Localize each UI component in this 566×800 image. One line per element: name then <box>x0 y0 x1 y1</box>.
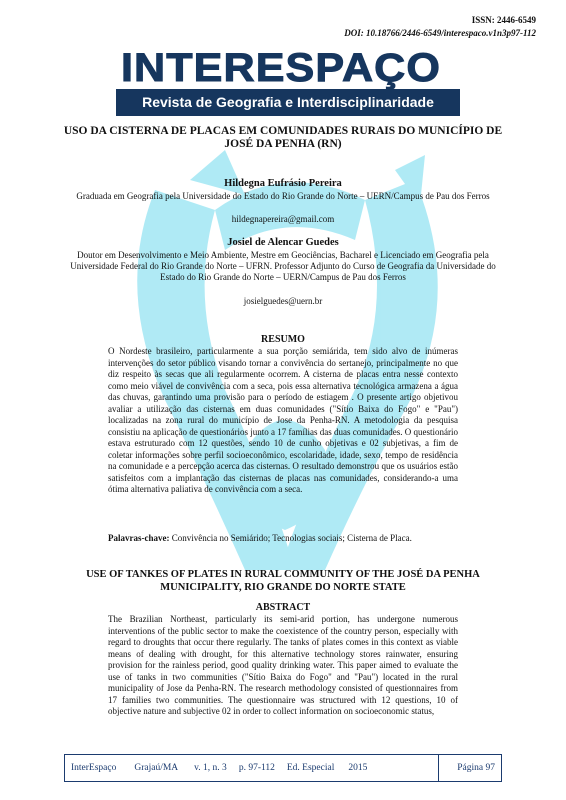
abstract-text: The Brazilian Northeast, particularly its semi-arid portion, has undergone numerous interventions of the public sector to make the coexistence of the country person, especially with regard to droughts that occur there regularly. The tanks of plates comes in this context as viable means of dealing with drought, for this alternative technology stores rainwater, ensuring provision for the rainless period, good quality drinking water. This paper aimed to evaluate the use of tanks in two communities ("Sítio Baixa do Fogo" and "Pau") located in the rural municipality of Jose da Penha-RN. The research methodology consisted of questionnaires from 17 families two communities. The questionnaire was structured with 12 questions, 10 of objective nature and subjective 02 in order to collect information on socioeconomic status, <box>108 614 458 716</box>
footer-page-number: Página 97 <box>438 755 495 781</box>
doi-label: DOI: 10.18766/2446-6549/interespaco.v1n3p97-112 <box>344 28 536 38</box>
author-2-affiliation: Doutor em Desenvolvimento e Meio Ambiente, Mestre em Geociências, Bacharel e Licenciado em Geografia pela Universidade Federal do Rio Grande do Norte – UFRN. Professor Adjunto do Curso de Geografia da Universidade do Estado do Rio Grande do Norte – UERN/Campus de Pau dos Ferros <box>70 250 496 282</box>
page-footer <box>64 754 502 782</box>
author-1-affiliation: Graduada em Geografia pela Universidade do Estado do Rio Grande do Norte – UERN/Campus de Pau dos Ferros <box>76 191 490 201</box>
journal-logo <box>116 43 446 89</box>
footer-edition: Ed. Especial <box>286 763 335 773</box>
article-title-en: USE OF TANKES OF PLATES IN RURAL COMMUNITY OF THE JOSÉ DA PENHA MUNICIPALITY, RIO GRANDE DO NORTE STATE <box>86 569 480 593</box>
footer-journal: InterEspaço <box>71 763 117 773</box>
article-title-pt: USO DA CISTERNA DE PLACAS EM COMUNIDADES RURAIS DO MUNICÍPIO DE JOSÉ DA PENHA (RN) <box>63 125 503 150</box>
footer-pages: p. 97-112 <box>238 763 275 773</box>
keywords-line <box>108 533 458 543</box>
resumo-heading: RESUMO <box>261 334 305 345</box>
resumo-text: O Nordeste brasileiro, particularmente a sua porção semiárida, tem sido alvo de inúmeras intervenções do setor público visando tornar a convivência do sertanejo, principalmente no que diz respeito às secas que ali regularmente ocorrem. A cisterna de placas entra nesse contexto como meio viável de convivência com a seca, pois essa alternativa tecnológica armazena a água das chuvas, garantindo uma provisão para o período de estiagem . O presente artigo objetivou avaliar a utilização das cisternas em duas comunidades ("Sítio Baixa do Fogo" e "Pau") localizadas na zona rural do município de Jose da Penha-RN. A metodologia da pesquisa consistiu na aplicação de questionários junto a 17 famílias das duas comunidades. O questionário estava estruturado com 12 questões, sendo 10 de cunho objetivas e 02 subjetivas, a fim de coletar informações sobre perfil socioeconômico, escolaridade, idade, sexo, tempo de residência na comunidade e a percepção acerca das cisternas. O resultado demonstrou que os usuários estão satisfeitos com a implantação das cisternas de placas nas comunidades, considerando-a uma ótima alternativa paliativa de convivência com a seca. <box>108 346 458 494</box>
keywords-label: Palavras-chave: <box>108 533 170 543</box>
author-2-name: Josiel de Alencar Guedes <box>227 237 339 248</box>
footer-place: Grajaú/MA <box>134 763 179 773</box>
abstract-heading: ABSTRACT <box>255 602 311 613</box>
journal-logo-text: INTERESPAÇO <box>121 46 441 89</box>
keywords-text: Convivência no Semiárido; Tecnologias sociais; Cisterna de Placa. <box>171 533 412 543</box>
journal-subtitle-banner: Revista de Geografia e Interdisciplinaridade <box>116 89 460 116</box>
author-1-name: Hildegna Eufrásio Pereira <box>224 178 342 189</box>
author-1-email: hildegnapereira@gmail.com <box>231 214 335 224</box>
footer-volume: v. 1, n. 3 <box>194 763 227 773</box>
issn-label: ISSN: 2446-6549 <box>471 15 536 25</box>
author-2-email: josielguedes@uern.br <box>243 296 323 306</box>
footer-year: 2015 <box>348 763 368 773</box>
